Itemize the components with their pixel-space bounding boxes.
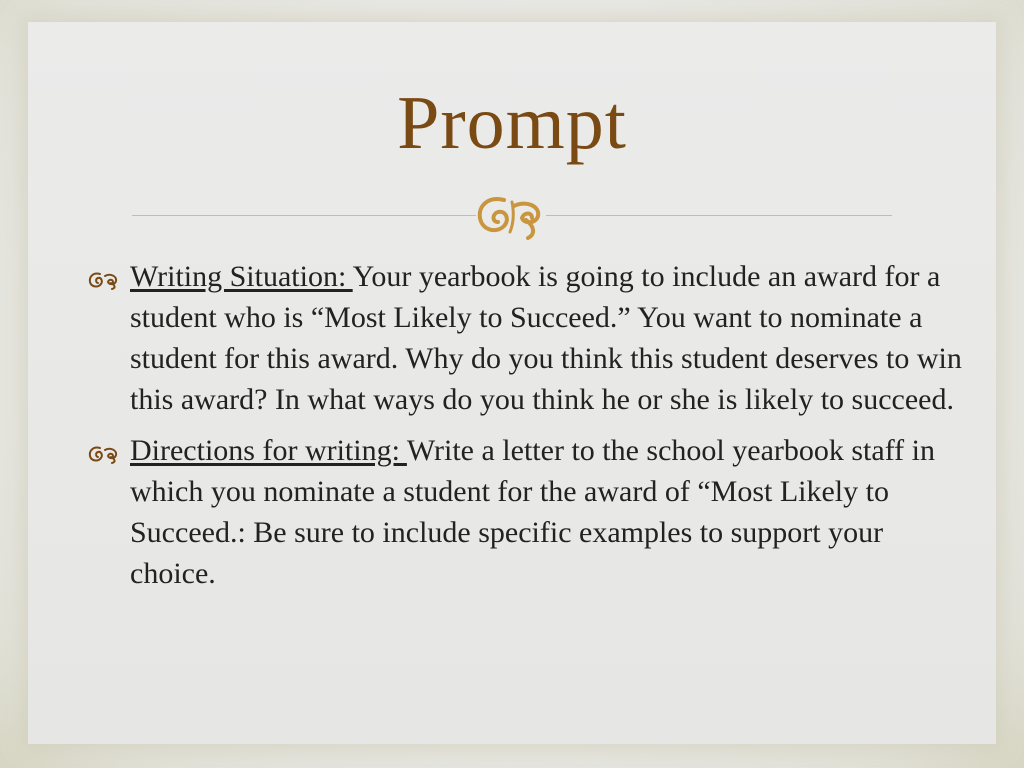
list-item [88,256,968,420]
bullet-list [88,256,968,604]
divider-left [132,215,476,216]
slide-title: Prompt [397,81,627,165]
bullet-body: Your yearbook is going to include an award for a student who is “Most Likely to Succeed.” You want to nominate a student for this award. Why do you think this student deserves to win this award? In what ways do you think he or she is likely to succeed. [130,260,962,416]
bullet-text [130,256,968,420]
bullet-text [130,430,968,594]
bullet-body: Write a letter to the school yearbook staff in which you nominate a student for the award of “Most Likely to Succeed.: Be sure to include specific examples to support your choice. [130,434,935,590]
bullet-label: Directions for writing: [130,434,407,467]
fleuron-ornament-icon [474,192,550,240]
fleuron-bullet-icon [88,444,122,464]
divider-right [546,215,892,216]
list-item [88,430,968,594]
fleuron-bullet-icon [88,270,122,290]
bullet-label: Writing Situation: [130,260,353,293]
